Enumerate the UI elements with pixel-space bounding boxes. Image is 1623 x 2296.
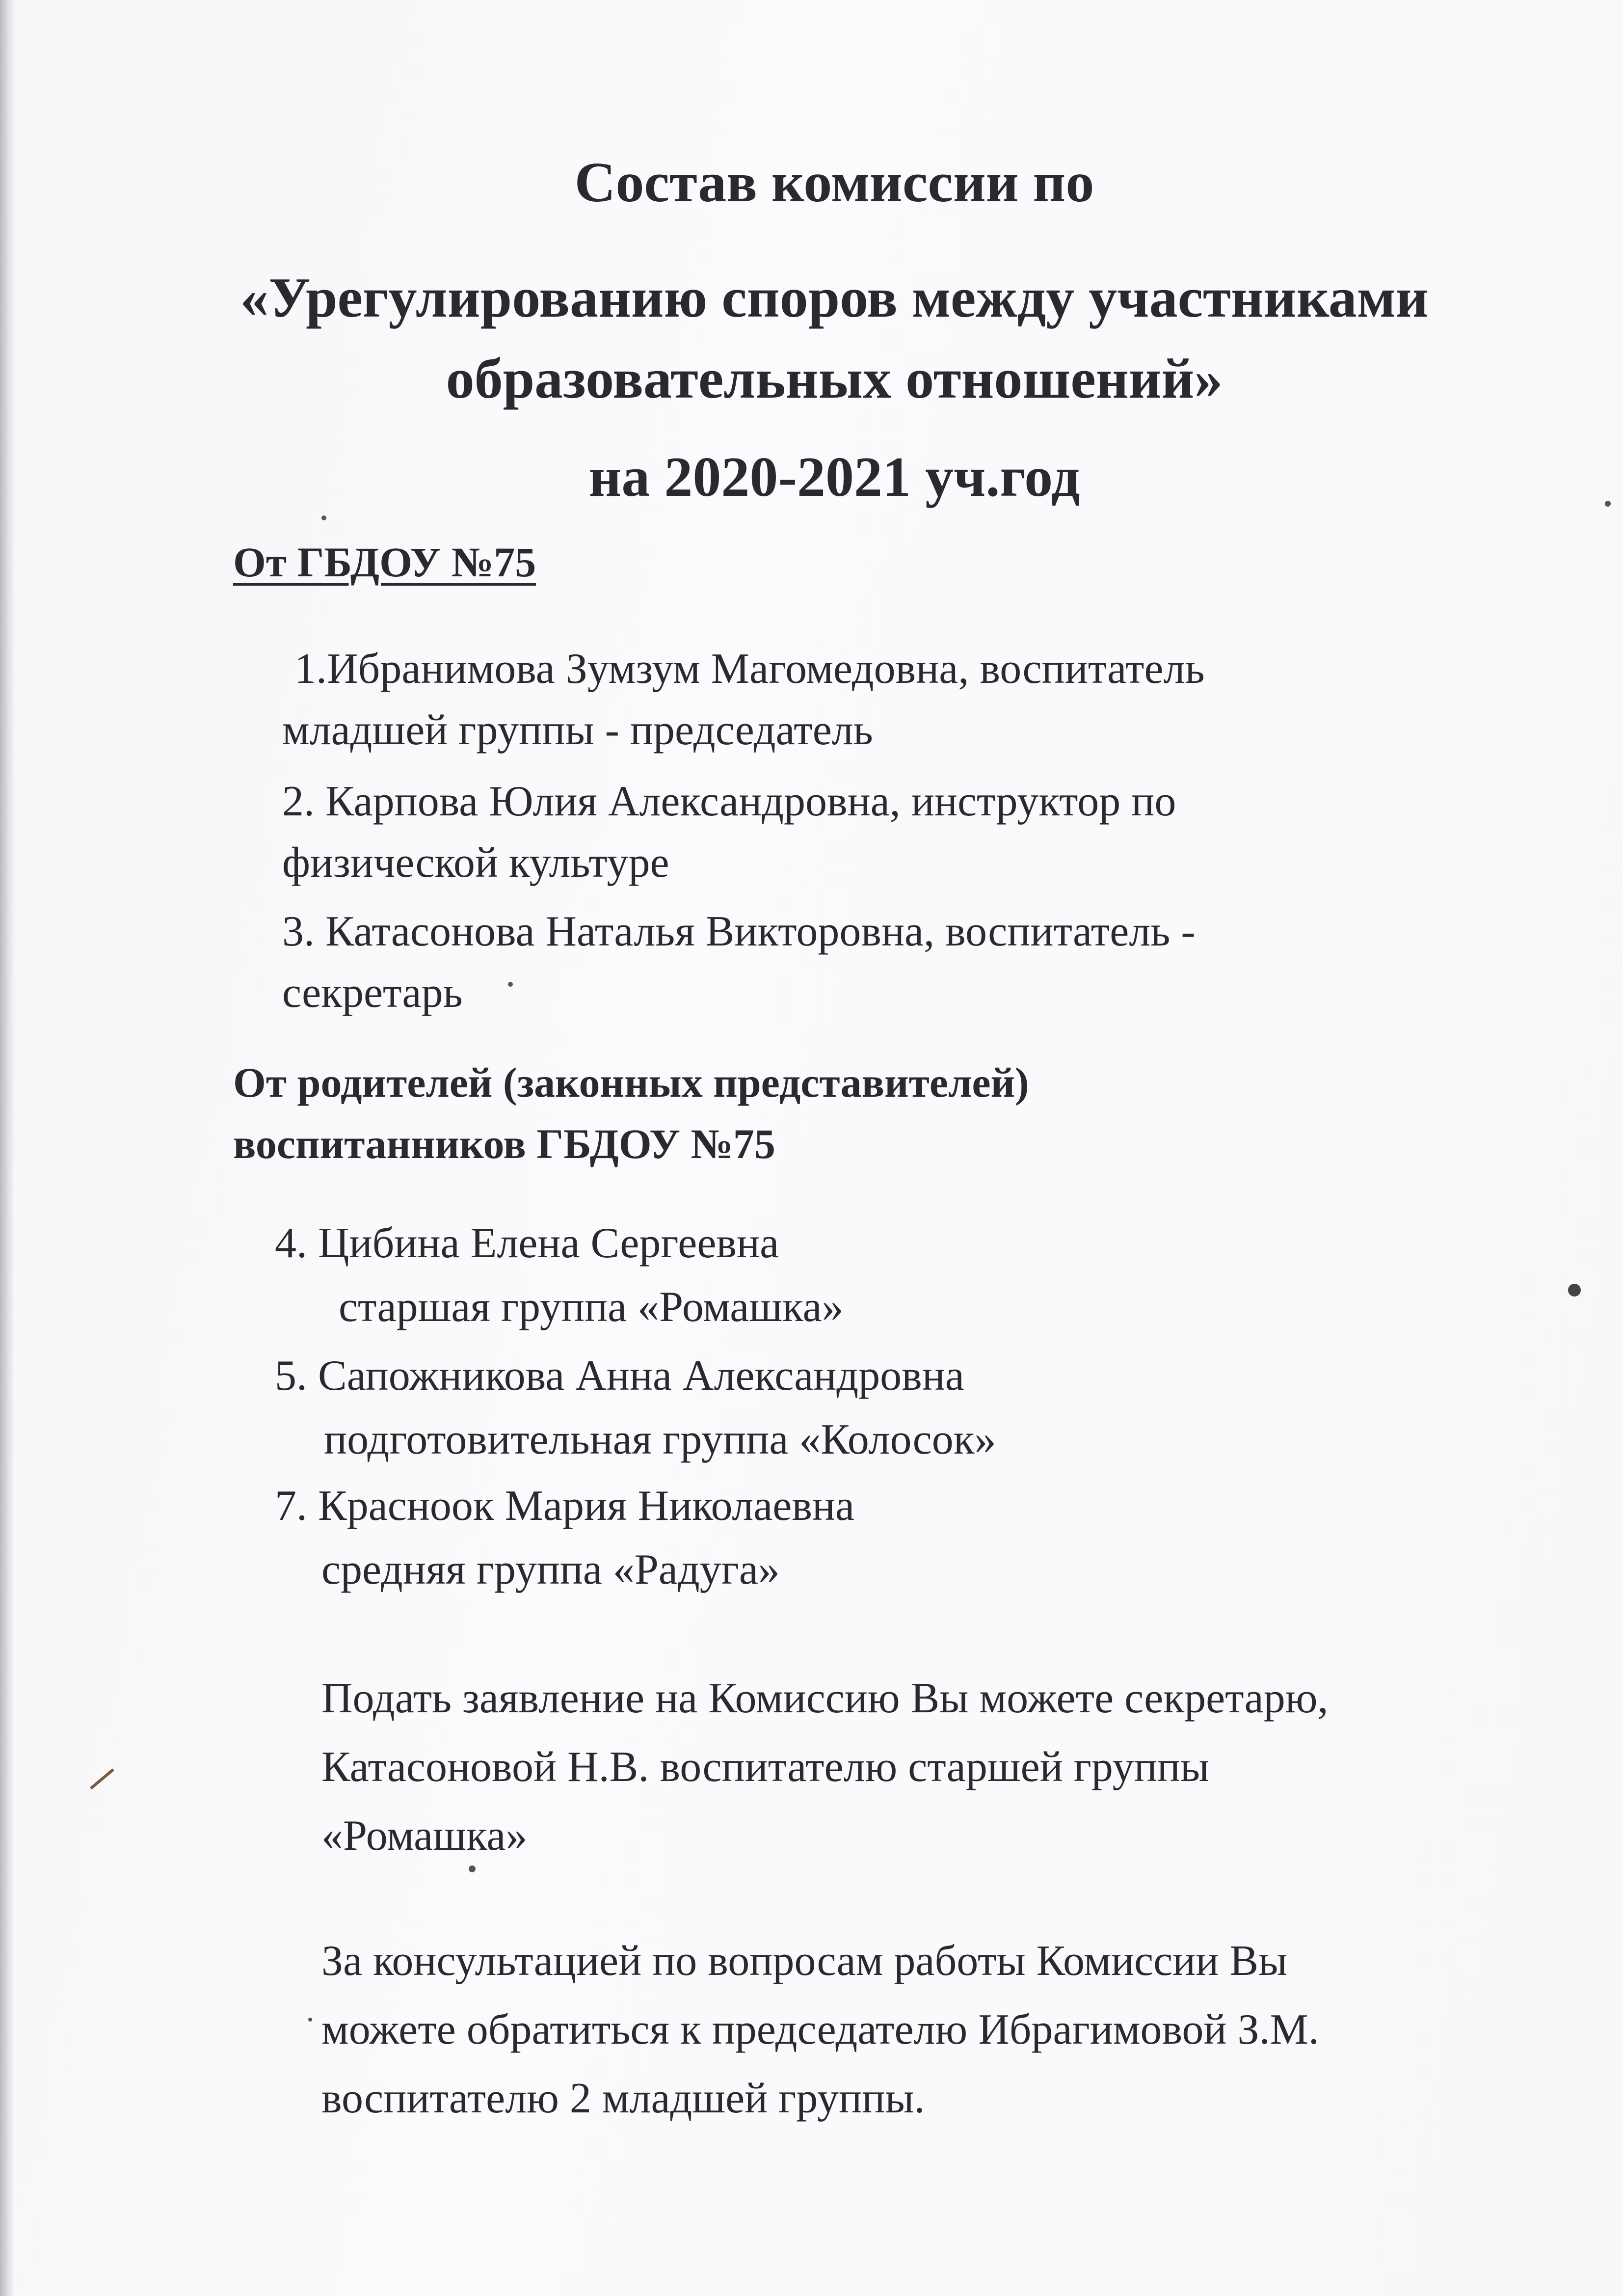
parent-member-4-name: 4. Цибина Елена Сергеевна [275, 1219, 779, 1267]
staff-member-1-line-1: 1.Ибранимова Зумзум Магомедовна, воспитатель [294, 645, 1205, 693]
scan-speck [1568, 1284, 1581, 1297]
staff-member-3-line-1: 3. Катасонова Наталья Викторовна, воспитатель - [282, 908, 1196, 955]
consultation-note-line-2: можете обратиться к председателю Ибрагимовой З.М. [321, 2006, 1319, 2053]
staff-member-1-line-2: младшей группы - председатель [282, 706, 873, 754]
scan-speck [321, 515, 326, 520]
scan-speck [469, 1865, 476, 1872]
scan-speck [1605, 501, 1611, 507]
title-line-3: образовательных отношений» [446, 348, 1223, 410]
scan-edge [0, 0, 15, 2296]
title-line-2: «Урегулированию споров между участниками [240, 267, 1429, 329]
parent-member-7-name: 7. Красноок Мария Николаевна [275, 1482, 855, 1530]
parent-member-4-group: старшая группа «Ромашка» [339, 1283, 844, 1331]
parent-member-7-group: средняя группа «Радуга» [321, 1546, 780, 1594]
consultation-note-line-1: За консультацией по вопросам работы Комиссии Вы [321, 1937, 1288, 1985]
scan-speck [508, 982, 513, 987]
title-line-4: на 2020-2021 уч.год [588, 446, 1080, 509]
pen-mark [90, 1768, 114, 1789]
application-note-line-1: Подать заявление на Комиссию Вы можете секретарю, [321, 1675, 1329, 1722]
application-note-line-2: Катасоновой Н.В. воспитателю старшей группы [321, 1743, 1210, 1791]
title-line-1: Состав комиссии по [574, 151, 1094, 214]
parents-section-heading-line-2: воспитанников ГБДОУ №75 [233, 1120, 775, 1167]
scan-speck [308, 2018, 312, 2022]
parents-section-heading-line-1: От родителей (законных представителей) [233, 1059, 1029, 1106]
staff-member-2-line-2: физической культуре [282, 839, 669, 887]
consultation-note-line-3: воспитателю 2 младшей группы. [321, 2075, 925, 2122]
application-note-line-3: «Ромашка» [321, 1812, 528, 1860]
parent-member-5-name: 5. Сапожникова Анна Александровна [275, 1352, 964, 1400]
staff-section-heading: От ГБДОУ №75 [233, 539, 536, 586]
staff-member-3-line-2: секретарь [282, 969, 463, 1017]
staff-member-2-line-1: 2. Карпова Юлия Александровна, инструктор по [282, 778, 1176, 825]
parent-member-5-group: подготовительная группа «Колосок» [324, 1416, 996, 1463]
